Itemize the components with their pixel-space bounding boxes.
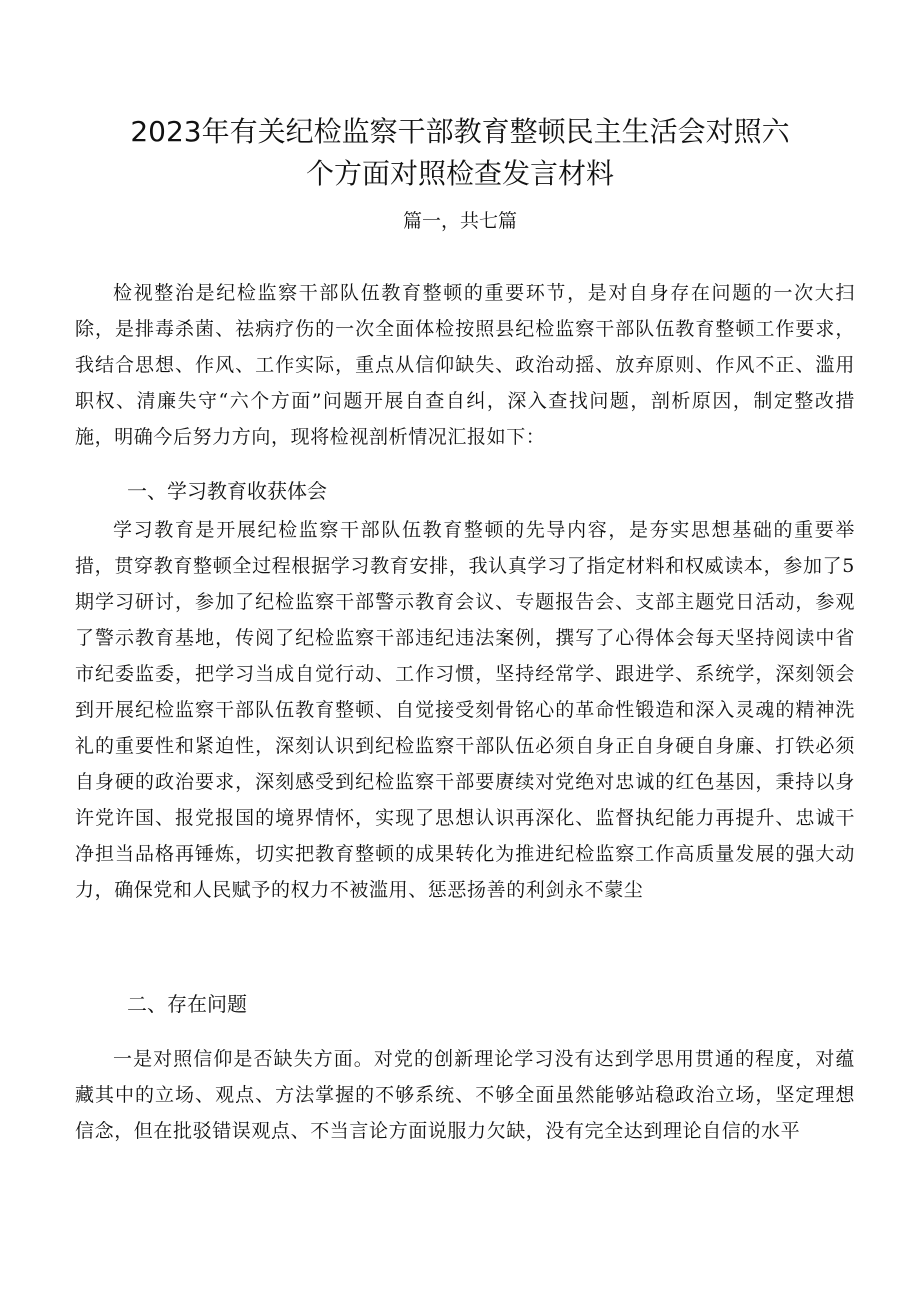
intro-paragraph: 检视整治是纪检监察干部队伍教育整顿的重要环节，是对自身存在问题的一次大扫除，是排毒杀菌、祛病疗伤的一次全面体检按照县纪检监察干部队伍教育整顿工作要求，我结合思想、作风、工作实际，重点从信仰缺失、政治动摇、放弃原则、作风不正、滥用职权、清廉失守“六个方面”问题开展自查自纠，深入查找问题，剖析原因，制定整改措施，明确今后努力方向，现将检视剖析情况汇报如下： (75, 282, 855, 448)
section-heading-learning: 一、学习教育收获体会 (127, 479, 327, 503)
document-title-line-1: 2023年有关纪检监察干部教育整顿民主生活会对照六 (130, 115, 790, 148)
section-paragraph-learning: 学习教育是开展纪检监察干部队伍教育整顿的先导内容，是夯实思想基础的重要举措，贯穿教育整顿全过程根据学习教育安排，我认真学习了指定材料和权威读本，参加了5期学习研讨，参加了纪检监察干部警示教育会议、专题报告会、支部主题党日活动，参观了警示教育基地，传阅了纪检监察干部违纪违法案例，撰写了心得体会每天坚持阅读中省市纪委监委，把学习当成自觉行动、工作习惯，坚持经常学、跟进学、系统学，深刻领会到开展纪检监察干部队伍教育整顿、自觉接受刻骨铭心的革命性锻造和深入灵魂的精神洗礼的重要性和紧迫性，深刻认识到纪检监察干部队伍必须自身正自身硬自身廉、打铁必须自身硬的政治要求，深刻感受到纪检监察干部要赓续对党绝对忠诚的红色基因，秉持以身许党许国、报党报国的境界情怀，实现了思想认识再深化、监督执纪能力再提升、忠诚干净担当品格再锤炼，切实把教育整顿的成果转化为推进纪检监察工作高质量发展的强大动力，确保党和人民赋予的权力不被滥用、惩恶扬善的利剑永不蒙尘 (75, 519, 855, 901)
document-subtitle: 篇一，共七篇 (402, 210, 517, 232)
section-paragraph-problems: 一是对照信仰是否缺失方面。对党的创新理论学习没有达到学思用贯通的程度，对蕴藏其中的立场、观点、方法掌握的不够系统、不够全面虽然能够站稳政治立场，坚定理想信念，但在批驳错误观点、不当言论方面说服力欠缺，没有完全达到理论自信的水平 (75, 1048, 855, 1142)
document-title-line-2: 个方面对照检查发言材料 (305, 157, 614, 190)
section-heading-problems: 二、存在问题 (127, 992, 247, 1016)
